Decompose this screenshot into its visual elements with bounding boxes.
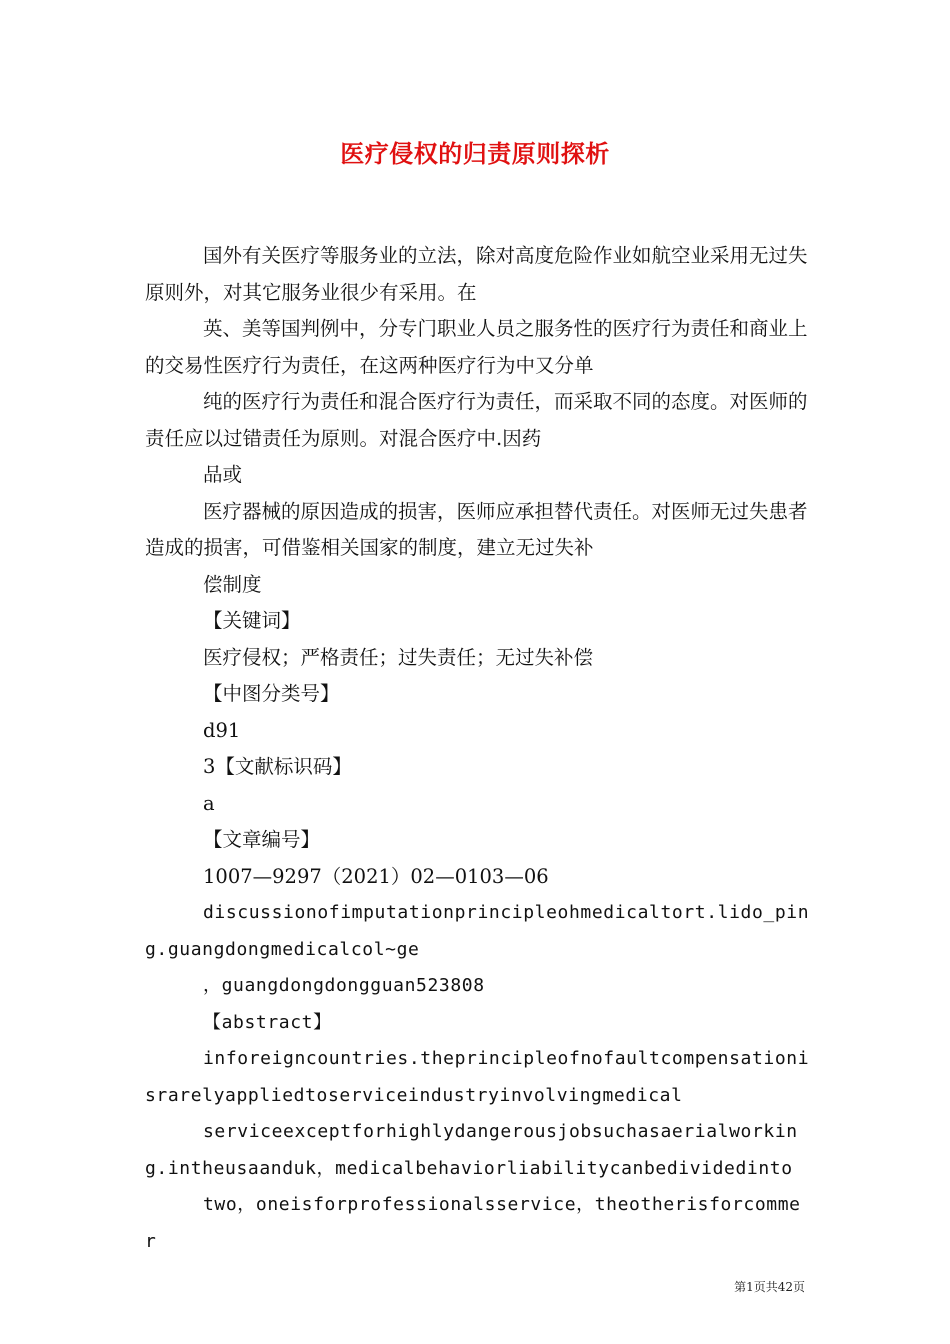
keywords-value: 医疗侵权；严格责任；过失责任；无过失补偿 <box>203 645 594 669</box>
paragraph: 偿制度 <box>203 572 262 596</box>
paragraph: 品或 <box>203 463 243 486</box>
keywords-label: 【关键词】 <box>203 609 301 632</box>
abstract-paragraph: inforeigncountries.theprincipleofnofaultcompensationisrarelyappliedtoserviceindustryinvolvingmedical <box>145 1048 810 1106</box>
abstract-paragraph: serviceexceptforhighlydangerousjobsuchasaerialworking.intheusaanduk，medicalbehaviorliabilitycanbedividedinto <box>145 1121 798 1179</box>
document-code-value: a <box>203 791 215 815</box>
document-code-label: 3【文献标识码】 <box>203 755 352 778</box>
paragraph: 国外有关医疗等服务业的立法，除对高度危险作业如航空业采用无过失原则外，对其它服务业很少有采用。在 <box>145 244 808 304</box>
paragraph: 纯的医疗行为责任和混合医疗行为责任，而采取不同的态度。对医师的责任应以过错责任为原则。对混合医疗中.因药 <box>145 390 808 450</box>
paragraph: 医疗器械的原因造成的损害，医师应承担替代责任。对医师无过失患者造成的损害，可借鉴相关国家的制度，建立无过失补 <box>145 499 808 559</box>
english-affiliation-line: ，guangdongdongguan523808 <box>203 975 485 996</box>
classification-label: 【中图分类号】 <box>203 682 340 705</box>
english-title-line: discussionofimputationprincipleohmedicaltort.lido_ping.guangdongmedicalcol~ge <box>145 902 810 960</box>
article-number-value: 1007—9297（2021）02—0103—06 <box>203 864 549 888</box>
document-title: 医疗侵权的归责原则探析 <box>340 139 610 168</box>
article-number-label: 【文章编号】 <box>203 828 321 851</box>
classification-value: d91 <box>203 718 241 742</box>
abstract-paragraph: two，oneisforprofessionalsservice，theotherisforcommer <box>145 1194 801 1252</box>
paragraph: 英、美等国判例中，分专门职业人员之服务性的医疗行为责任和商业上的交易性医疗行为责任，在这两种医疗行为中又分单 <box>145 317 808 377</box>
page-number: 第1页共42页 <box>734 1280 805 1294</box>
abstract-label: 【abstract】 <box>203 1011 332 1033</box>
document-body <box>145 238 810 1260</box>
